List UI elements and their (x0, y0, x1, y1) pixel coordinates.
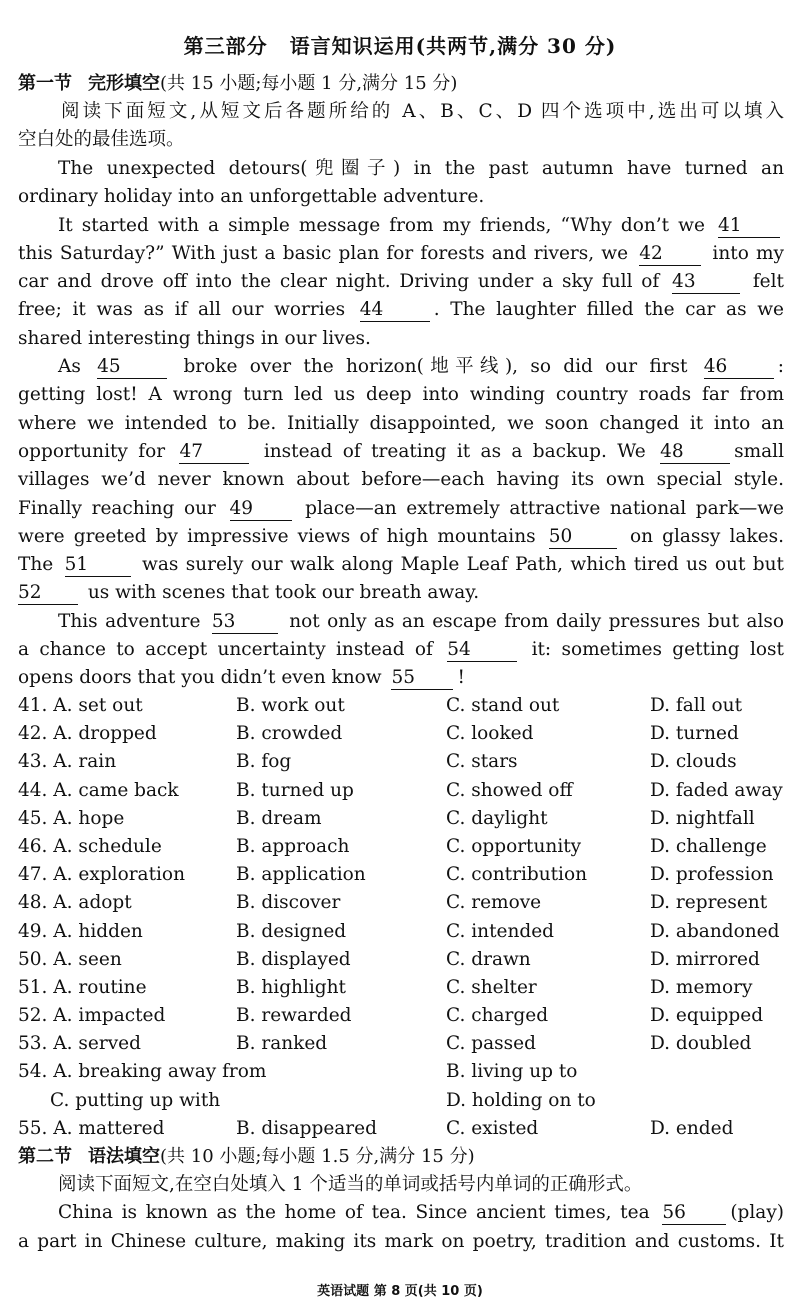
option-b: B. designed (236, 920, 347, 942)
option-c: C. stand out (446, 695, 560, 716)
blank-51: 51 (65, 554, 131, 577)
option-row-44 (18, 777, 788, 805)
option-b: B. disappeared (236, 1117, 377, 1139)
blank-49: 49 (230, 498, 292, 521)
passage-text: instead of treating it as a backup. We (263, 440, 646, 462)
option-c: C. shelter (446, 976, 537, 998)
passage-text: place—an extremely attractive national park—we (305, 497, 784, 519)
option-row-47 (18, 861, 788, 889)
passage-text: ! (457, 667, 465, 689)
section2-header (18, 1143, 475, 1171)
passage-text: As (58, 356, 81, 378)
option-c: C. contribution (446, 864, 588, 886)
passage-text: into my (712, 242, 784, 264)
option-a: 51. A. routine (18, 976, 147, 998)
option-a: 41. A. set out (18, 695, 143, 716)
option-c: C. showed off (446, 779, 573, 801)
option-d: D. ended (650, 1117, 734, 1139)
blank-53: 53 (212, 611, 278, 634)
blank-52: 52 (18, 582, 78, 605)
option-b: B. turned up (236, 779, 354, 801)
section1-header (18, 70, 457, 98)
passage-text: getting lost! A wrong turn led us deep into winding country roads far from (18, 384, 784, 406)
passage-text: Finally reaching our (18, 497, 216, 519)
instruction-line-1: 阅读下面短文,从短文后各题所给的 A、B、C、D 四个选项中,选出可以填入 (58, 101, 784, 122)
option-d: D. faded away (650, 779, 783, 801)
option-b: B. fog (236, 751, 292, 773)
option-b: B. work out (236, 695, 345, 716)
option-row-51 (18, 974, 788, 1002)
section1-name: 完形填空 (88, 73, 160, 94)
passage-text: on glassy lakes. (629, 525, 784, 547)
option-d: D. equipped (650, 1005, 764, 1027)
option-d: D. challenge (650, 835, 767, 857)
cloze-passage (18, 155, 784, 693)
option-d: D. clouds (650, 751, 737, 773)
section2-body (18, 1171, 784, 1256)
blank-43: 43 (672, 271, 740, 294)
option-a: 47. A. exploration (18, 864, 185, 886)
option-c: C. passed (446, 1033, 536, 1055)
option-d: D. mirrored (650, 948, 760, 970)
option-row-54 (18, 1058, 788, 1086)
option-d: D. represent (650, 892, 768, 914)
blank-45: 45 (97, 356, 167, 379)
option-a: 43. A. rain (18, 751, 117, 773)
option-c: C. existed (446, 1117, 539, 1139)
option-c: C. opportunity (446, 835, 582, 857)
option-a: 44. A. came back (18, 779, 179, 801)
option-a: 54. A. breaking away from (18, 1061, 267, 1083)
option-c: C. putting up with (50, 1089, 221, 1111)
option-b: B. displayed (236, 948, 351, 970)
section2-name: 语法填空 (88, 1146, 160, 1167)
option-a: 42. A. dropped (18, 723, 157, 745)
option-row-55 (18, 1115, 788, 1143)
passage-text: shared interesting things in our lives. (18, 327, 371, 349)
passage-text: This adventure (58, 610, 201, 632)
passage-text: China is known as the home of tea. Since ancient times, tea (58, 1202, 650, 1224)
passage-text: where we intended to be. Initially disappointed, we soon changed it into an (18, 412, 784, 434)
passage-text: It started with a simple message from my friends, “Why don’t we (58, 214, 705, 236)
blank-48: 48 (660, 441, 730, 464)
part-title (0, 30, 800, 59)
option-b: B. ranked (236, 1033, 328, 1055)
option-a: 45. A. hope (18, 807, 125, 829)
passage-text: free; it was as if all our worries (18, 299, 346, 321)
blank-44: 44 (360, 299, 430, 322)
option-row-52 (18, 1002, 788, 1030)
part-name: 语言知识运用(共两节,满分 30 分) (289, 34, 617, 58)
blank-55: 55 (391, 667, 453, 690)
option-a: 46. A. schedule (18, 835, 162, 857)
section1-instruction (18, 98, 784, 155)
option-d: D. turned (650, 723, 739, 745)
option-d: D. memory (650, 976, 753, 998)
passage-text: ordinary holiday into an unforgettable adventure. (18, 186, 485, 208)
option-a: 49. A. hidden (18, 920, 143, 942)
option-b: B. dream (236, 807, 322, 829)
passage-text: broke over the horizon(地平线), so did our first (183, 356, 688, 378)
option-c: C. charged (446, 1005, 549, 1027)
instruction-line-2: 空白处的最佳选项。 (18, 129, 185, 151)
options-list (18, 692, 788, 1143)
passage-text: it: sometimes getting lost (531, 639, 784, 661)
option-b: B. rewarded (236, 1005, 352, 1027)
option-d: D. nightfall (650, 807, 755, 829)
passage-text: . The laughter filled the car as we (433, 299, 784, 321)
part-number: 第三部分 (183, 34, 268, 58)
option-c: C. intended (446, 920, 555, 942)
option-c: C. daylight (446, 807, 548, 829)
option-a: 53. A. served (18, 1033, 141, 1055)
section1-label: 第一节 (18, 73, 72, 94)
passage-text: was surely our walk along Maple Leaf Path, which tired us out but (141, 554, 784, 576)
passage-text: The (18, 554, 54, 576)
passage-text: opens doors that you didn’t even know (18, 667, 382, 689)
section2-instruction: 阅读下面短文,在空白处填入 1 个适当的单词或括号内单词的正确形式。 (58, 1174, 643, 1195)
option-d: D. holding on to (446, 1089, 596, 1111)
option-row-45 (18, 805, 788, 833)
option-d: D. profession (650, 864, 774, 886)
option-row-49 (18, 918, 788, 946)
passage-text: not only as an escape from daily pressures but also (289, 610, 784, 632)
option-a: 55. A. mattered (18, 1117, 165, 1139)
option-a: 48. A. adopt (18, 892, 132, 914)
option-a: 50. A. seen (18, 948, 122, 970)
blank-50: 50 (549, 526, 617, 549)
section2-info: (共 10 小题;每小题 1.5 分,满分 15 分) (160, 1146, 475, 1167)
passage-text: a chance to accept uncertainty instead of (18, 639, 433, 661)
passage-text: us with scenes that took our breath away. (87, 582, 480, 604)
passage-text: (play) (730, 1202, 784, 1224)
option-row-42 (18, 720, 788, 748)
passage-text: small (734, 440, 784, 462)
option-d: D. fall out (650, 695, 743, 716)
option-a: 52. A. impacted (18, 1005, 166, 1027)
option-c: C. drawn (446, 948, 531, 970)
option-row-53 (18, 1030, 788, 1058)
passage-text: this Saturday?” With just a basic plan for forests and rivers, we (18, 242, 629, 264)
option-row-41 (18, 692, 788, 720)
option-b: B. discover (236, 892, 341, 914)
option-row-43 (18, 748, 788, 776)
option-c: C. remove (446, 892, 542, 914)
passage-text: opportunity for (18, 440, 166, 462)
blank-41: 41 (718, 215, 780, 238)
blank-42: 42 (639, 243, 701, 266)
option-b: B. approach (236, 835, 350, 857)
option-b: B. application (236, 864, 366, 886)
option-b: B. living up to (446, 1061, 578, 1083)
option-d: D. doubled (650, 1033, 752, 1055)
option-c: C. stars (446, 751, 518, 773)
blank-56: 56 (662, 1202, 726, 1225)
passage-text: car and drove off into the clear night. Driving under a sky full of (18, 271, 660, 293)
option-b: B. highlight (236, 976, 346, 998)
option-row-50 (18, 946, 788, 974)
page-footer: 英语试题 第 8 页(共 10 页) (317, 1284, 483, 1299)
option-row-46 (18, 833, 788, 861)
passage-text: The unexpected detours(兜圈子) in the past autumn have turned an (58, 158, 784, 179)
passage-text: a part in Chinese culture, making its mark on poetry, tradition and customs. It (18, 1230, 784, 1252)
blank-46: 46 (704, 356, 774, 379)
section1-info: (共 15 小题;每小题 1 分,满分 15 分) (160, 73, 458, 94)
option-d: D. abandoned (650, 920, 780, 942)
blank-54: 54 (447, 639, 517, 662)
option-c: C. looked (446, 723, 534, 745)
passage-text: were greeted by impressive views of high mountains (18, 525, 536, 547)
option-row-48 (18, 889, 788, 917)
option-b: B. crowded (236, 723, 343, 745)
option-row-54-cont (18, 1087, 788, 1115)
passage-text: : (777, 356, 784, 378)
blank-47: 47 (179, 441, 249, 464)
passage-text: villages we’d never known about before—each having its own special style. (18, 469, 784, 491)
passage-text: felt (752, 271, 784, 293)
section2-label: 第二节 (18, 1146, 72, 1167)
